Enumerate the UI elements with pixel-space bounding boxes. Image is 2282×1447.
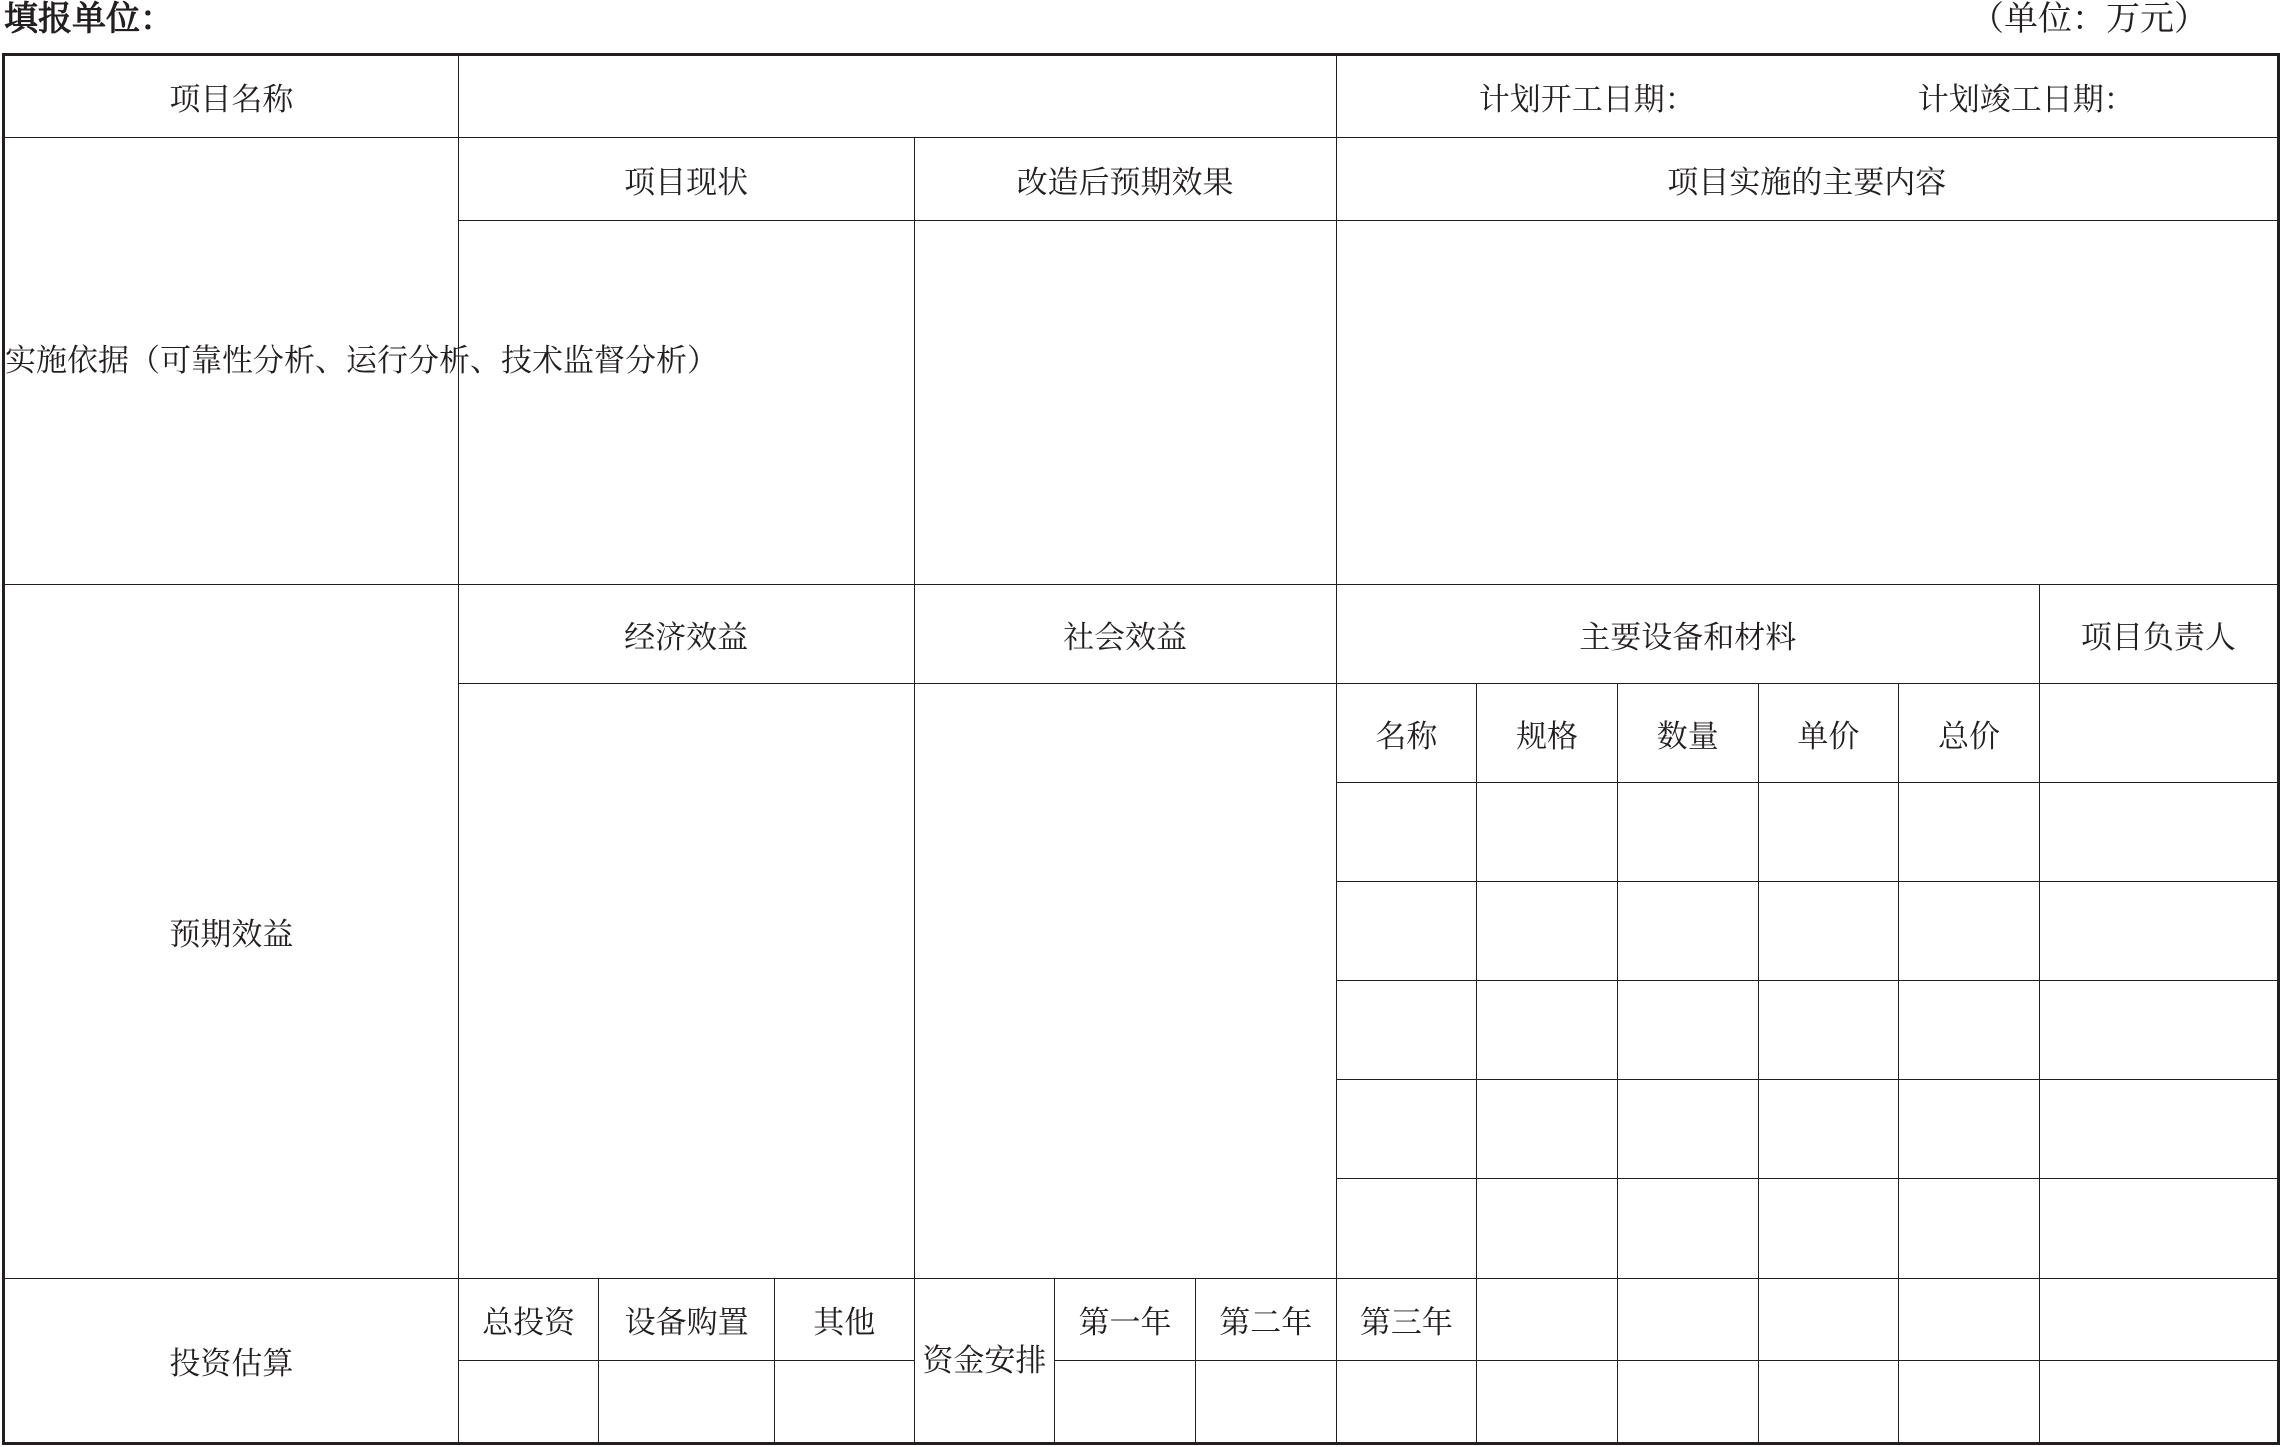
equipment-cell[interactable] <box>1899 981 2040 1080</box>
equipment-cell[interactable] <box>1477 882 1618 981</box>
manager-input-cell[interactable] <box>2039 684 2278 783</box>
equipment-cell[interactable] <box>1617 981 1758 1080</box>
manager-cell[interactable] <box>2039 783 2278 882</box>
funding-col-year-2: 第二年 <box>1195 1279 1336 1361</box>
equipment-cell[interactable] <box>1477 783 1618 882</box>
equipment-cell[interactable] <box>1758 1361 1899 1444</box>
social-benefit-input-area[interactable] <box>914 684 1336 1279</box>
equipment-col-unit-price: 单价 <box>1758 684 1899 783</box>
planned-finish-label: 计划竣工日期： <box>1917 82 2135 118</box>
funding-year-3-input[interactable] <box>1336 1361 1477 1444</box>
investment-other-input[interactable] <box>774 1361 914 1444</box>
funding-label: 资金安排 <box>914 1279 1055 1444</box>
economic-benefit-input-area[interactable] <box>458 684 914 1279</box>
investment-equipment-input[interactable] <box>599 1361 775 1444</box>
funding-year-1-input[interactable] <box>1055 1361 1196 1444</box>
funding-year-2-input[interactable] <box>1195 1361 1336 1444</box>
equipment-cell[interactable] <box>1899 1361 2040 1444</box>
equipment-cell[interactable] <box>1336 882 1477 981</box>
main-content-header: 项目实施的主要内容 <box>1336 138 2278 221</box>
equipment-cell[interactable] <box>1617 1179 1758 1279</box>
manager-header: 项目负责人 <box>2039 585 2278 684</box>
planned-start-label: 计划开工日期： <box>1478 82 1696 118</box>
equipment-cell[interactable] <box>1617 783 1758 882</box>
equipment-cell[interactable] <box>1758 1080 1899 1179</box>
equipment-cell[interactable] <box>1899 783 2040 882</box>
equipment-cell[interactable] <box>1336 1080 1477 1179</box>
equipment-cell[interactable] <box>1477 981 1618 1080</box>
main-content-input-area[interactable] <box>1336 221 2278 585</box>
investment-col-total: 总投资 <box>458 1279 599 1361</box>
equipment-col-quantity: 数量 <box>1617 684 1758 783</box>
equipment-cell[interactable] <box>1477 1080 1618 1179</box>
manager-cell[interactable] <box>2039 1080 2278 1179</box>
manager-cell[interactable] <box>2039 1179 2278 1279</box>
planned-dates-cell[interactable] <box>1336 55 2278 138</box>
manager-cell[interactable] <box>2039 882 2278 981</box>
equipment-cell[interactable] <box>1336 981 1477 1080</box>
equipment-cell[interactable] <box>1899 1080 2040 1179</box>
equipment-cell[interactable] <box>1617 1361 1758 1444</box>
equipment-cell[interactable] <box>1899 882 2040 981</box>
equipment-col-name: 名称 <box>1336 684 1477 783</box>
equipment-cell[interactable] <box>1758 981 1899 1080</box>
equipment-cell[interactable] <box>1899 1279 2040 1361</box>
basis-label: 实施依据（可靠性分析、运行分析、技术监督分析） <box>4 138 459 585</box>
equipment-cell[interactable] <box>1899 1179 2040 1279</box>
economic-benefit-header: 经济效益 <box>458 585 914 684</box>
equipment-cell[interactable] <box>1617 1080 1758 1179</box>
project-name-field[interactable] <box>458 55 1336 138</box>
equipment-cell[interactable] <box>1758 783 1899 882</box>
equipment-cell[interactable] <box>1758 1179 1899 1279</box>
equipment-header: 主要设备和材料 <box>1336 585 2039 684</box>
expected-effect-input-area[interactable] <box>914 221 1336 585</box>
funding-col-year-3: 第三年 <box>1336 1279 1477 1361</box>
project-name-label: 项目名称 <box>4 55 459 138</box>
funding-col-year-1: 第一年 <box>1055 1279 1196 1361</box>
manager-cell[interactable] <box>2039 1279 2278 1361</box>
investment-total-input[interactable] <box>458 1361 599 1444</box>
currency-unit-note: （单位：万元） <box>1970 0 2208 39</box>
equipment-cell[interactable] <box>1617 1279 1758 1361</box>
investment-col-other: 其他 <box>774 1279 914 1361</box>
equipment-col-spec: 规格 <box>1477 684 1618 783</box>
expected-effect-header: 改造后预期效果 <box>914 138 1336 221</box>
equipment-cell[interactable] <box>1477 1279 1618 1361</box>
manager-cell[interactable] <box>2039 981 2278 1080</box>
equipment-cell[interactable] <box>1758 882 1899 981</box>
social-benefit-header: 社会效益 <box>914 585 1336 684</box>
investment-label: 投资估算 <box>4 1279 459 1444</box>
equipment-cell[interactable] <box>1336 783 1477 882</box>
manager-cell[interactable] <box>2039 1361 2278 1444</box>
equipment-cell[interactable] <box>1336 1179 1477 1279</box>
equipment-cell[interactable] <box>1477 1179 1618 1279</box>
project-application-form <box>2 53 2280 1445</box>
benefit-label: 预期效益 <box>4 585 459 1279</box>
status-header: 项目现状 <box>458 138 914 221</box>
equipment-cell[interactable] <box>1617 882 1758 981</box>
equipment-col-total-price: 总价 <box>1899 684 2040 783</box>
status-input-area[interactable] <box>458 221 914 585</box>
investment-col-equipment: 设备购置 <box>599 1279 775 1361</box>
fill-unit-label: 填报单位： <box>4 0 174 39</box>
equipment-cell[interactable] <box>1477 1361 1618 1444</box>
equipment-cell[interactable] <box>1758 1279 1899 1361</box>
